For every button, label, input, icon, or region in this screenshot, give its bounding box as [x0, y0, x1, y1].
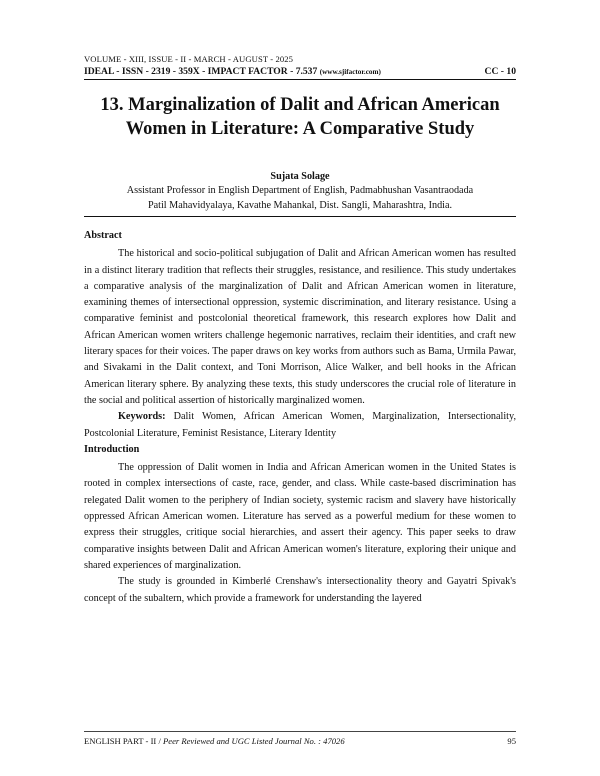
issn-impact-factor: IDEAL - ISSN - 2319 - 359X - IMPACT FACTOR - 7.537	[84, 66, 318, 77]
paper-title	[84, 93, 516, 141]
title-line-2: Women in Literature: A Comparative Study	[125, 119, 475, 139]
introduction-paragraph-1: The oppression of Dalit women in India and African American women in the United States is rooted in complex intersections of caste, race, gender, and class. While caste-based discrimination has relegated Dalit women to the periphery of Indian society, systemic racism and slavery have historically oppressed African American women. Literature has served as a powerful medium for these women to express their struggles, critique social hierarchies, and assert their agency. This paper seeks to draw comparative insights between Dalit and African American women's literature, exploring their unique and shared experiences of marginalization.	[84, 462, 516, 571]
author-name: Sujata Solage	[270, 171, 330, 182]
page-number: 95	[507, 736, 516, 746]
keywords-paragraph	[84, 409, 516, 442]
website-text: (www.sjifactor.com)	[319, 68, 381, 76]
footer-journal-info: Peer Reviewed and UGC Listed Journal No. : 47026	[163, 736, 345, 746]
keywords-label: Keywords:	[118, 411, 166, 423]
volume-line: VOLUME - XIII, ISSUE - II - MARCH - AUGUST - 2025	[84, 54, 294, 64]
title-line-1: 13. Marginalization of Dalit and African American	[100, 95, 500, 115]
author-affiliation	[84, 184, 516, 213]
abstract-heading: Abstract	[84, 230, 122, 241]
page-footer	[84, 736, 516, 746]
header-rule	[84, 79, 516, 80]
introduction-paragraph-2: The study is grounded in Kimberlé Crenshaw's intersectionality theory and Gayatri Spivak's concept of the subaltern, which provide a framework for understanding the layered	[84, 576, 516, 604]
keywords-text: Dalit Women, African American Women, Marginalization, Intersectionality, Postcolonial Literature, Feminist Resistance, Literary Identity	[84, 411, 516, 439]
footer-rule	[84, 731, 516, 732]
journal-code: CC - 10	[484, 66, 516, 77]
affiliation-line-2: Patil Mahavidyalaya, Kavathe Mahankal, Dist. Sangli, Maharashtra, India.	[147, 199, 453, 211]
affiliation-line-1: Assistant Professor in English Department of English, Padmabhushan Vasantraodada	[126, 185, 474, 196]
abstract-text: The historical and socio-political subjugation of Dalit and African American women has resulted in a distinct literary tradition that reflects their struggles, resistance, and resilience. This study undertakes a comparative analysis of the marginalization of Dalit and African American women in literature, examining themes of intersectional oppression, systemic discrimination, and literary resistance. Using a comparative feminist and postcolonial theoretical framework, this research explores how Dalit and African American women writers challenge hegemonic narratives, reclaim their identities, and craft new literary spaces for their voices. The paper draws on key works from authors such as Bama, Urmila Pawar, and Sivakami in the Dalit context, and Toni Morrison, Alice Walker, and bell hooks in the African American literary sphere. By analyzing these texts, this study underscores the crucial role of literature in the social and political assertion of historically marginalized women.	[84, 248, 516, 406]
journal-line	[84, 66, 516, 77]
affiliation-rule	[84, 216, 516, 217]
footer-part: ENGLISH PART - II /	[84, 736, 161, 746]
article-body	[84, 228, 516, 607]
introduction-heading: Introduction	[84, 443, 140, 455]
